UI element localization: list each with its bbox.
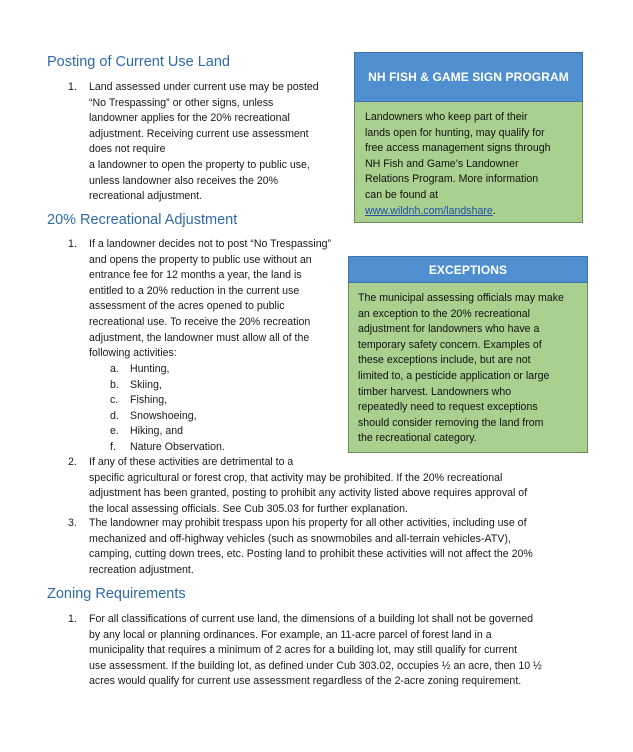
text-line: assessment of the acres opened to public <box>89 300 285 313</box>
text-line: timber harvest. Landowners who <box>358 385 512 398</box>
text-line: adjustment. Receiving current use assessment <box>89 127 309 140</box>
text-line: repeatedly need to request exceptions <box>358 401 538 414</box>
text-line: adjustment for landowners who have a <box>358 323 540 336</box>
text-line: entrance fee for 12 months a year, the land is <box>89 269 302 282</box>
activity-item: Hunting, <box>130 363 170 375</box>
text-line: Land assessed under current use may be posted <box>89 81 319 93</box>
activity-item: Hiking, and <box>130 425 183 438</box>
posting-paragraph <box>89 80 319 205</box>
trespass-paragraph <box>89 516 533 578</box>
text-line: following activities: <box>89 347 177 360</box>
text-line: recreational adjustment. <box>89 190 203 203</box>
activity-list <box>130 362 225 456</box>
exceptions-box-title: EXCEPTIONS <box>348 256 588 283</box>
activity-item: Nature Observation. <box>130 440 225 453</box>
text-line: Relations Program. More information <box>365 173 539 186</box>
recreational-paragraph <box>89 237 331 362</box>
exceptions-box-body <box>358 291 564 447</box>
text-line: the recreational category. <box>358 432 477 445</box>
text-line: If any of these activities are detrimental to a <box>89 456 294 468</box>
text-line: camping, cutting down trees, etc. Posting land to prohibit these activities will not affect the 20% <box>89 548 533 561</box>
text-line: does not require <box>89 143 166 156</box>
list-number: 2. <box>68 456 77 468</box>
list-number: 3. <box>68 517 77 529</box>
list-number: 1. <box>68 81 77 93</box>
link-line <box>365 204 551 220</box>
section-heading-zoning: Zoning Requirements <box>47 586 186 602</box>
text-line: NH Fish and Game’s Landowner <box>365 157 519 170</box>
text-line: free access management signs through <box>365 142 551 155</box>
text-line: an exception to the 20% recreational <box>358 307 530 320</box>
text-line: municipality that requires a minimum of 2 acres for a building lot, may still qualify for current <box>89 644 518 657</box>
text-line: limited to, a pesticide application or large <box>358 369 550 382</box>
section-heading-recreational: 20% Recreational Adjustment <box>47 212 238 228</box>
text-line: a landowner to open the property to public use, <box>89 158 310 171</box>
activity-letters <box>110 362 119 456</box>
text-line: The municipal assessing officials may make <box>358 292 564 304</box>
list-letter: e. <box>110 425 119 438</box>
text-line: For all classifications of current use land, the dimensions of a building lot shall not be governed <box>89 613 534 625</box>
text-line: landowner applies for the 20% recreational <box>89 112 290 125</box>
text-line: specific agricultural or forest crop, that activity may be prohibited. If the 20% recreational <box>89 471 503 484</box>
zoning-paragraph <box>89 612 542 690</box>
text-line: the local assessing officials. See Cub 305.03 for further explanation. <box>89 502 408 515</box>
text-line: unless landowner also receives the 20% <box>89 174 279 187</box>
list-letter: b. <box>110 378 119 391</box>
text-line: these exceptions include, but are not <box>358 354 531 367</box>
text-line: lands open for hunting, may qualify for <box>365 126 545 139</box>
text-line: “No Trespassing” or other signs, unless <box>89 96 274 109</box>
activity-item: Skiing, <box>130 378 162 391</box>
text-line: If a landowner decides not to post “No Trespassing” <box>89 238 332 250</box>
link-suffix: . <box>492 204 496 217</box>
activity-item: Snowshoeing, <box>130 409 197 422</box>
text-line: can be found at <box>365 188 439 201</box>
activity-item: Fishing, <box>130 394 168 407</box>
fish-game-box-body <box>365 110 551 219</box>
text-line: recreational use. To receive the 20% recreation <box>89 315 311 328</box>
text-line: temporary safety concern. Examples of <box>358 338 542 351</box>
fish-game-box-title: NH FISH & GAME SIGN PROGRAM <box>354 52 583 102</box>
list-number: 1. <box>68 238 77 250</box>
list-letter: c. <box>110 394 119 407</box>
text-line: by any local or planning ordinances. For example, an 11-acre parcel of forest land in a <box>89 628 492 641</box>
list-letter: f. <box>110 440 116 453</box>
list-letter: a. <box>110 363 119 375</box>
list-number: 1. <box>68 613 77 625</box>
text-line: entitled to a 20% reduction in the current use <box>89 284 300 297</box>
detrimental-paragraph <box>89 455 527 517</box>
text-line: Landowners who keep part of their <box>365 111 528 123</box>
text-line: use assessment. If the building lot, as defined under Cub 303.02, occupies ½ an acre, then 10 ½ <box>89 659 542 672</box>
text-line: The landowner may prohibit trespass upon his property for all other activities, including use of <box>89 517 527 529</box>
text-line: recreation adjustment. <box>89 563 194 576</box>
list-letter: d. <box>110 409 119 422</box>
text-line: and opens the property to public use without an <box>89 253 312 266</box>
text-line: acres would qualify for current use assessment regardless of the 2-acre zoning requirement. <box>89 675 522 688</box>
landshare-link[interactable]: www.wildnh.com/landshare <box>365 204 493 217</box>
text-line: adjustment, the landowner must allow all of the <box>89 331 310 344</box>
text-line: should consider removing the land from <box>358 416 544 429</box>
text-line: adjustment has been granted, posting to prohibit any activity listed above requires approval of <box>89 487 528 500</box>
text-line: mechanized and off-highway vehicles (such as snowmobiles and all-terrain vehicles-ATV), <box>89 532 511 545</box>
section-heading-posting: Posting of Current Use Land <box>47 54 230 70</box>
